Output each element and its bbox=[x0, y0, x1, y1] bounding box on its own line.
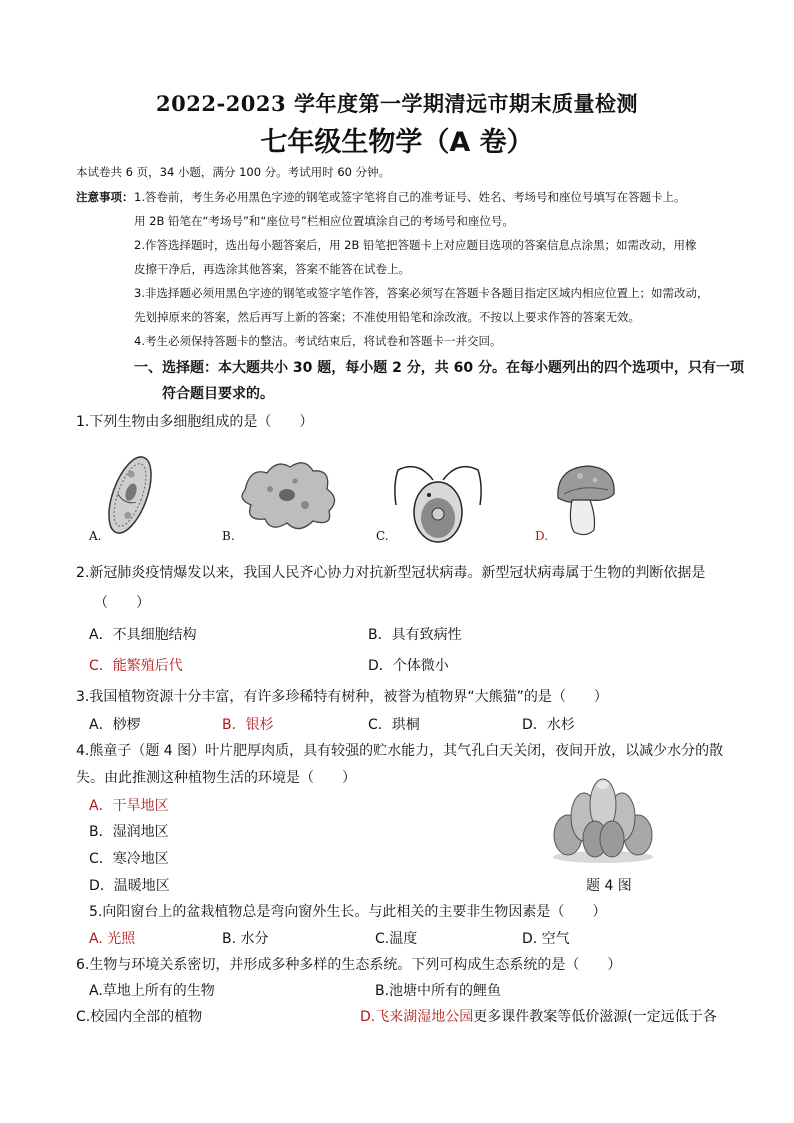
q6-option-a: A.草地上所有的生物 bbox=[89, 983, 215, 999]
note-line-7: 4.考生必须保持答题卡的整洁。考试结束后，将试卷和答题卡一并交回。 bbox=[134, 334, 502, 348]
q3-option-d: D．水杉 bbox=[522, 717, 575, 733]
q1-option-c: C. bbox=[376, 529, 389, 543]
note-line-3: 2.作答选择题时，选出每小题答案后，用 2B 铅笔把答题卡上对应题目选项的答案信息点涂黑；如需改动，用橡 bbox=[134, 238, 697, 252]
amoeba-image bbox=[235, 455, 345, 535]
paramecium-image bbox=[100, 450, 160, 540]
q4-option-b: B．湿润地区 bbox=[89, 824, 169, 840]
note-line-2: 用 2B 铅笔在“考场号”和“座位号”栏相应位置填涂自己的考场号和座位号。 bbox=[134, 214, 514, 228]
q3-option-a: A．桫椤 bbox=[89, 717, 141, 733]
note-line-6: 先划掉原来的答案，然后再写上新的答案；不准使用铅笔和涂改液。不按以上要求作答的答案无效。 bbox=[134, 310, 640, 324]
q1-stem: 1.下列生物由多细胞组成的是（ ） bbox=[76, 414, 314, 430]
q3-option-c: C．珙桐 bbox=[368, 717, 420, 733]
q4-option-c: C．寒冷地区 bbox=[89, 851, 169, 867]
q5-option-d: D. 空气 bbox=[522, 931, 570, 947]
q2-option-a: A．不具细胞结构 bbox=[89, 627, 197, 643]
q2-option-d: D．个体微小 bbox=[368, 658, 449, 674]
q2-option-c: C．能繁殖后代 bbox=[89, 658, 183, 674]
note-line-5: 3.非选择题必须用黑色字迹的钢笔或签字笔作答，答案必须写在答题卡各题目指定区域内相应位置上；如需改动， bbox=[134, 286, 709, 300]
q5-option-c: C.温度 bbox=[375, 931, 418, 947]
exam-title: 2022-2023 学年度第一学期清远市期末质量检测 bbox=[156, 91, 638, 116]
q2-paren: （ ） bbox=[94, 595, 150, 611]
section1-heading-cont: 符合题目要求的。 bbox=[162, 386, 274, 402]
q6-option-b: B.池塘中所有的鲤鱼 bbox=[375, 983, 502, 999]
exam-subtitle: 七年级生物学（A 卷） bbox=[260, 127, 534, 158]
q4-figure-caption: 题 4 图 bbox=[586, 878, 632, 894]
q2-stem: 2.新冠肺炎疫情爆发以来，我国人民齐心协力对抗新型冠状病毒。新型冠状病毒属于生物的判断依据是 bbox=[76, 565, 706, 581]
mushroom-image bbox=[550, 458, 620, 538]
q1-option-b: B. bbox=[222, 529, 235, 543]
q6-option-c: C.校园内全部的植物 bbox=[76, 1009, 203, 1025]
q4-option-d: D．温暖地区 bbox=[89, 878, 170, 894]
section1-heading: 一、选择题：本大题共小 30 题，每小题 2 分，共 60 分。在每小题列出的四个选项中，只有一项 bbox=[134, 360, 744, 376]
note-line-1: 1.答卷前，考生务必用黑色字迹的钢笔或签字笔将自己的准考证号、姓名、考场号和座位号填写在答题卡上。 bbox=[134, 190, 686, 204]
q6-stem: 6.生物与环境关系密切，并形成多种多样的生态系统。下列可构成生态系统的是（ ） bbox=[76, 957, 622, 973]
q4-stem-line2: 失。由此推测这种植物生活的环境是（ ） bbox=[76, 770, 356, 786]
q4-option-a: A．干旱地区 bbox=[89, 798, 169, 814]
q6-trailing-text: 更多课件教案等低价滋源(一定远低于各 bbox=[473, 1009, 717, 1025]
q5-option-b: B. 水分 bbox=[222, 931, 269, 947]
q3-option-b: B．银杉 bbox=[222, 717, 274, 733]
q6-option-d-line bbox=[360, 1006, 717, 1026]
q6-option-d: D.飞来湖湿地公园 bbox=[360, 1009, 474, 1025]
q5-option-a: A. 光照 bbox=[89, 931, 136, 947]
q1-option-d: D. bbox=[535, 529, 549, 543]
exam-intro: 本试卷共 6 页，34 小题，满分 100 分。考试用时 60 分钟。 bbox=[76, 165, 391, 179]
succulent-plant-image bbox=[548, 773, 658, 865]
chlamydomonas-image bbox=[388, 440, 488, 545]
q1-option-a: A. bbox=[89, 529, 102, 543]
note-line-4: 皮擦干净后，再选涂其他答案，答案不能答在试卷上。 bbox=[134, 262, 410, 276]
q4-stem-line1: 4.熊童子（题 4 图）叶片肥厚肉质，具有较强的贮水能力，其气孔白天关闭，夜间开放，以减少水分的散 bbox=[76, 743, 724, 759]
q5-stem: 5.向阳窗台上的盆栽植物总是弯向窗外生长。与此相关的主要非生物因素是（ ） bbox=[89, 904, 607, 920]
q3-stem: 3.我国植物资源十分丰富，有许多珍稀特有树种，被誉为植物界“大熊猫”的是（ ） bbox=[76, 689, 608, 705]
q2-option-b: B．具有致病性 bbox=[368, 627, 462, 643]
notes-label: 注意事项： bbox=[76, 190, 134, 204]
